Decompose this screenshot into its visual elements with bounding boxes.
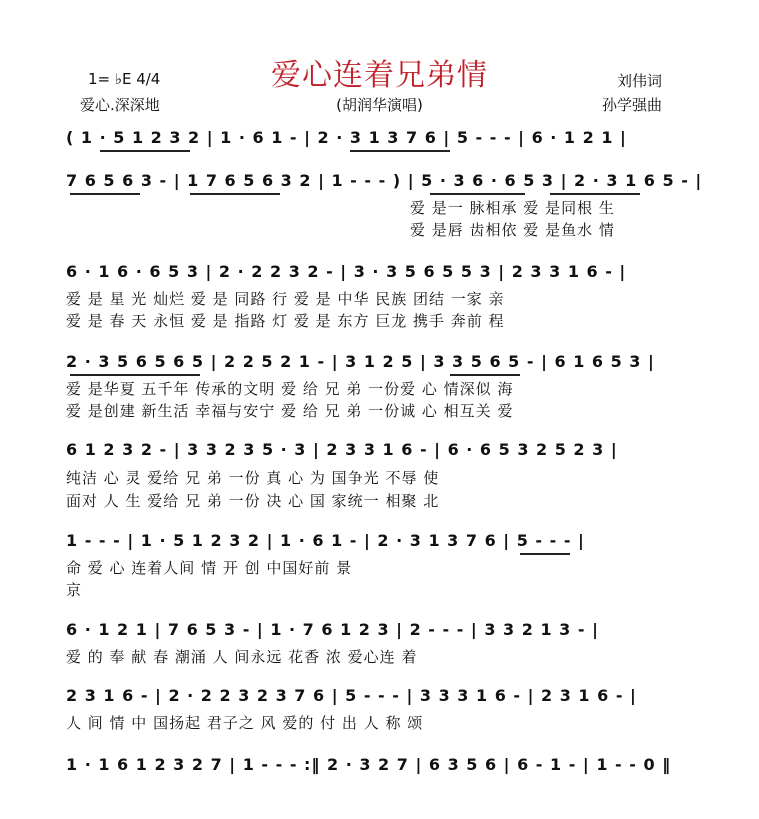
lyric-row-2-verse-1: 爱 是一 脉相承 爱 是同根 生 (410, 199, 615, 217)
beam-line (70, 374, 200, 376)
beam-line (70, 193, 140, 195)
key-signature: 1= ♭E 4/4 (88, 70, 161, 88)
lyric-row-7-verse-1: 爱 的 奉 献 春 潮涌 人 间永远 花香 浓 爱心连 着 (66, 648, 418, 666)
lyric-row-2-verse-2: 爱 是唇 齿相依 爱 是鱼水 情 (410, 221, 615, 239)
beam-line (520, 553, 570, 555)
music-row-8: 2 3 1 6 - | 2 · 2 2 3 2 3 7 6 | 5 - - - | 3 3 3 1 6 - | 2 3 1 6 - | (66, 686, 637, 705)
music-row-9: 1 · 1 6 1 2 3 2 7 | 1 - - - :‖ 2 · 3 2 7 | 6 3 5 6 | 6 - 1 - | 1 - - 0 ‖ (66, 755, 672, 774)
song-subtitle: (胡润华演唱) (336, 96, 423, 114)
lyric-row-6-verse-1: 命 爱 心 连着人间 情 开 创 中国好前 景 (66, 559, 353, 577)
performance-hint: 爱心.深深地 (80, 96, 160, 114)
beam-line (450, 374, 520, 376)
beam-line (100, 150, 190, 152)
lyricist: 刘伟词 (617, 72, 663, 90)
composer: 孙学强曲 (602, 96, 663, 114)
beam-line (190, 193, 280, 195)
lyric-row-4-verse-2: 爱 是创建 新生活 幸福与安宁 爱 给 兄 弟 一份诚 心 相互关 爱 (66, 402, 514, 420)
lyric-row-5-verse-2: 面对 人 生 爱给 兄 弟 一份 决 心 国 家统一 相聚 北 (66, 492, 440, 510)
lyric-row-6-verse-2: 京 (66, 581, 83, 599)
music-row-5: 6 1 2 3 2 - | 3 3 2 3 5 · 3 | 2 3 3 1 6 - | 6 · 6 5 3 2 5 2 3 | (66, 440, 618, 459)
lyric-row-3-verse-2: 爱 是 春 天 永恒 爱 是 指路 灯 爱 是 东方 巨龙 携手 奔前 程 (66, 312, 505, 330)
lyric-row-3-verse-1: 爱 是 星 光 灿烂 爱 是 同路 行 爱 是 中华 民族 团结 一家 亲 (66, 290, 505, 308)
lyric-row-4-verse-1: 爱 是华夏 五千年 传承的文明 爱 给 兄 弟 一份爱 心 情深似 海 (66, 380, 514, 398)
beam-line (430, 193, 525, 195)
music-row-3: 6 · 1 6 · 6 5 3 | 2 · 2 2 3 2 - | 3 · 3 5 6 5 5 3 | 2 3 3 1 6 - | (66, 262, 627, 281)
lyric-row-8-verse-1: 人 间 情 中 国扬起 君子之 风 爱的 付 出 人 称 颂 (66, 714, 424, 732)
lyric-row-5-verse-1: 纯洁 心 灵 爱给 兄 弟 一份 真 心 为 国争光 不辱 使 (66, 469, 440, 487)
music-row-2: 7 6 5 6 3 - | 1 7 6 5 6 3 2 | 1 - - - ) | 5 · 3 6 · 6 5 3 | 2 · 3 1 6 5 - | (66, 171, 703, 190)
song-title: 爱心连着兄弟情 (271, 58, 488, 93)
music-row-6: 1 - - - | 1 · 5 1 2 3 2 | 1 · 6 1 - | 2 · 3 1 3 7 6 | 5 - - - | (66, 531, 585, 550)
beam-line (550, 193, 640, 195)
beam-line (350, 150, 450, 152)
music-row-1: ( 1 · 5 1 2 3 2 | 1 · 6 1 - | 2 · 3 1 3 7 6 | 5 - - - | 6 · 1 2 1 | (66, 128, 627, 147)
music-row-4: 2 · 3 5 6 5 6 5 | 2 2 5 2 1 - | 3 1 2 5 | 3 3 5 6 5 - | 6 1 6 5 3 | (66, 352, 655, 371)
music-row-7: 6 · 1 2 1 | 7 6 5 3 - | 1 · 7 6 1 2 3 | 2 - - - | 3 3 2 1 3 - | (66, 620, 599, 639)
